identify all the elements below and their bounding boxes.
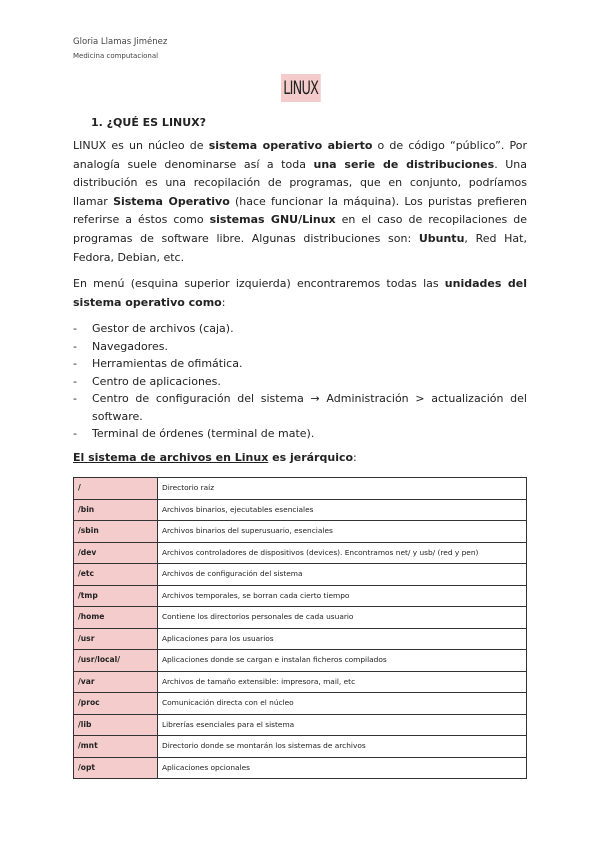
list-item: - Centro de aplicaciones. xyxy=(73,373,527,391)
directory-cell: /bin xyxy=(74,499,158,521)
directory-cell: /dev xyxy=(74,542,158,564)
text-run: Sistema Operativo xyxy=(113,194,230,208)
description-cell: Archivos de tamaño extensible: impresora, mail, etc xyxy=(158,671,527,693)
directory-cell: /var xyxy=(74,671,158,693)
description-cell: Archivos controladores de dispositivos (devices). Encontramos net/ y usb/ (red y pen) xyxy=(158,542,527,564)
list-item: - Centro de configuración del sistema → Administración > actualización del software. xyxy=(73,390,527,425)
text-run: . Una distribución es una recopilación de programas, que en conjunto, podríamos llamar xyxy=(73,157,527,208)
table-row xyxy=(74,521,527,543)
page-title: LINUX xyxy=(281,74,320,102)
text-run: En menú (esquina superior izquierda) encontraremos todas las xyxy=(73,277,445,291)
list-item: - Herramientas de ofimática. xyxy=(73,355,527,373)
table-row xyxy=(74,607,527,629)
directory-cell: /proc xyxy=(74,693,158,715)
description-cell: Directorio raíz xyxy=(158,478,527,500)
text-run: en el caso de recopilaciones de programas de software libre. Algunas distribuciones son: xyxy=(73,213,527,245)
directory-cell: /lib xyxy=(74,714,158,736)
description-cell: Archivos de configuración del sistema xyxy=(158,564,527,586)
table-row xyxy=(74,757,527,779)
description-cell: Contiene los directorios personales de cada usuario xyxy=(158,607,527,629)
description-cell: Directorio donde se montarán los sistemas de archivos xyxy=(158,736,527,758)
text-run: una serie de distribuciones xyxy=(313,157,495,171)
table-row xyxy=(74,499,527,521)
section-heading: 1. ¿QUÉ ES LINUX? xyxy=(91,116,207,129)
list-item: - Terminal de órdenes (terminal de mate). xyxy=(73,425,527,443)
table-row xyxy=(74,542,527,564)
description-cell: Aplicaciones donde se cargan e instalan ficheros compilados xyxy=(158,650,527,672)
table-row xyxy=(74,693,527,715)
description-cell: Archivos temporales, se borran cada cierto tiempo xyxy=(158,585,527,607)
description-cell: Comunicación directa con el núcleo xyxy=(158,693,527,715)
header-author: Gloria Llamas Jiménez xyxy=(73,37,168,47)
description-cell: Aplicaciones opcionales xyxy=(158,757,527,779)
text-run: : xyxy=(221,295,226,309)
filesystem-table xyxy=(73,477,527,779)
paragraph-menu xyxy=(73,275,527,312)
description-cell: Aplicaciones para los usuarios xyxy=(158,628,527,650)
table-row xyxy=(74,671,527,693)
text-run: unidades del sistema operativo como xyxy=(73,277,528,309)
table-row xyxy=(74,628,527,650)
directory-cell: /usr/local/ xyxy=(74,650,158,672)
directory-cell: /opt xyxy=(74,757,158,779)
directory-cell: /home xyxy=(74,607,158,629)
list-item: - Navegadores. xyxy=(73,338,527,356)
content xyxy=(73,137,527,779)
table-row xyxy=(74,564,527,586)
paragraph-intro xyxy=(73,137,527,267)
table-row xyxy=(74,736,527,758)
table-title: El sistema de archivos en Linux es jerárquico: xyxy=(73,450,357,464)
description-cell: Archivos binarios, ejecutables esenciales xyxy=(158,499,527,521)
text-run: , Red Hat, Fedora, Debian, etc. xyxy=(73,231,527,264)
description-cell: Archivos binarios del superusuario, esenciales xyxy=(158,521,527,543)
text-run: LINUX es un núcleo de xyxy=(73,139,209,152)
directory-cell: /sbin xyxy=(74,521,158,543)
table-row xyxy=(74,714,527,736)
header-subject: Medicina computacional xyxy=(73,52,159,60)
units-list xyxy=(73,320,527,443)
table-row xyxy=(74,478,527,500)
directory-cell: /etc xyxy=(74,564,158,586)
text-run: sistemas GNU/Linux xyxy=(209,213,336,227)
directory-cell: /tmp xyxy=(74,585,158,607)
table-row xyxy=(74,585,527,607)
text-run: sistema operativo abierto xyxy=(208,139,373,152)
text-run: (hace funcionar la máquina). Los puristas prefieren referirse a éstos como xyxy=(73,194,528,227)
list-item: - Gestor de archivos (caja). xyxy=(73,320,527,338)
table-row xyxy=(74,650,527,672)
directory-cell: /usr xyxy=(74,628,158,650)
description-cell: Librerías esenciales para el sistema xyxy=(158,714,527,736)
text-run: Ubuntu xyxy=(418,231,465,245)
directory-cell: / xyxy=(74,478,158,500)
text-run: o de código “público”. Por analogía suele denominarse así a toda xyxy=(73,139,527,171)
directory-cell: /mnt xyxy=(74,736,158,758)
